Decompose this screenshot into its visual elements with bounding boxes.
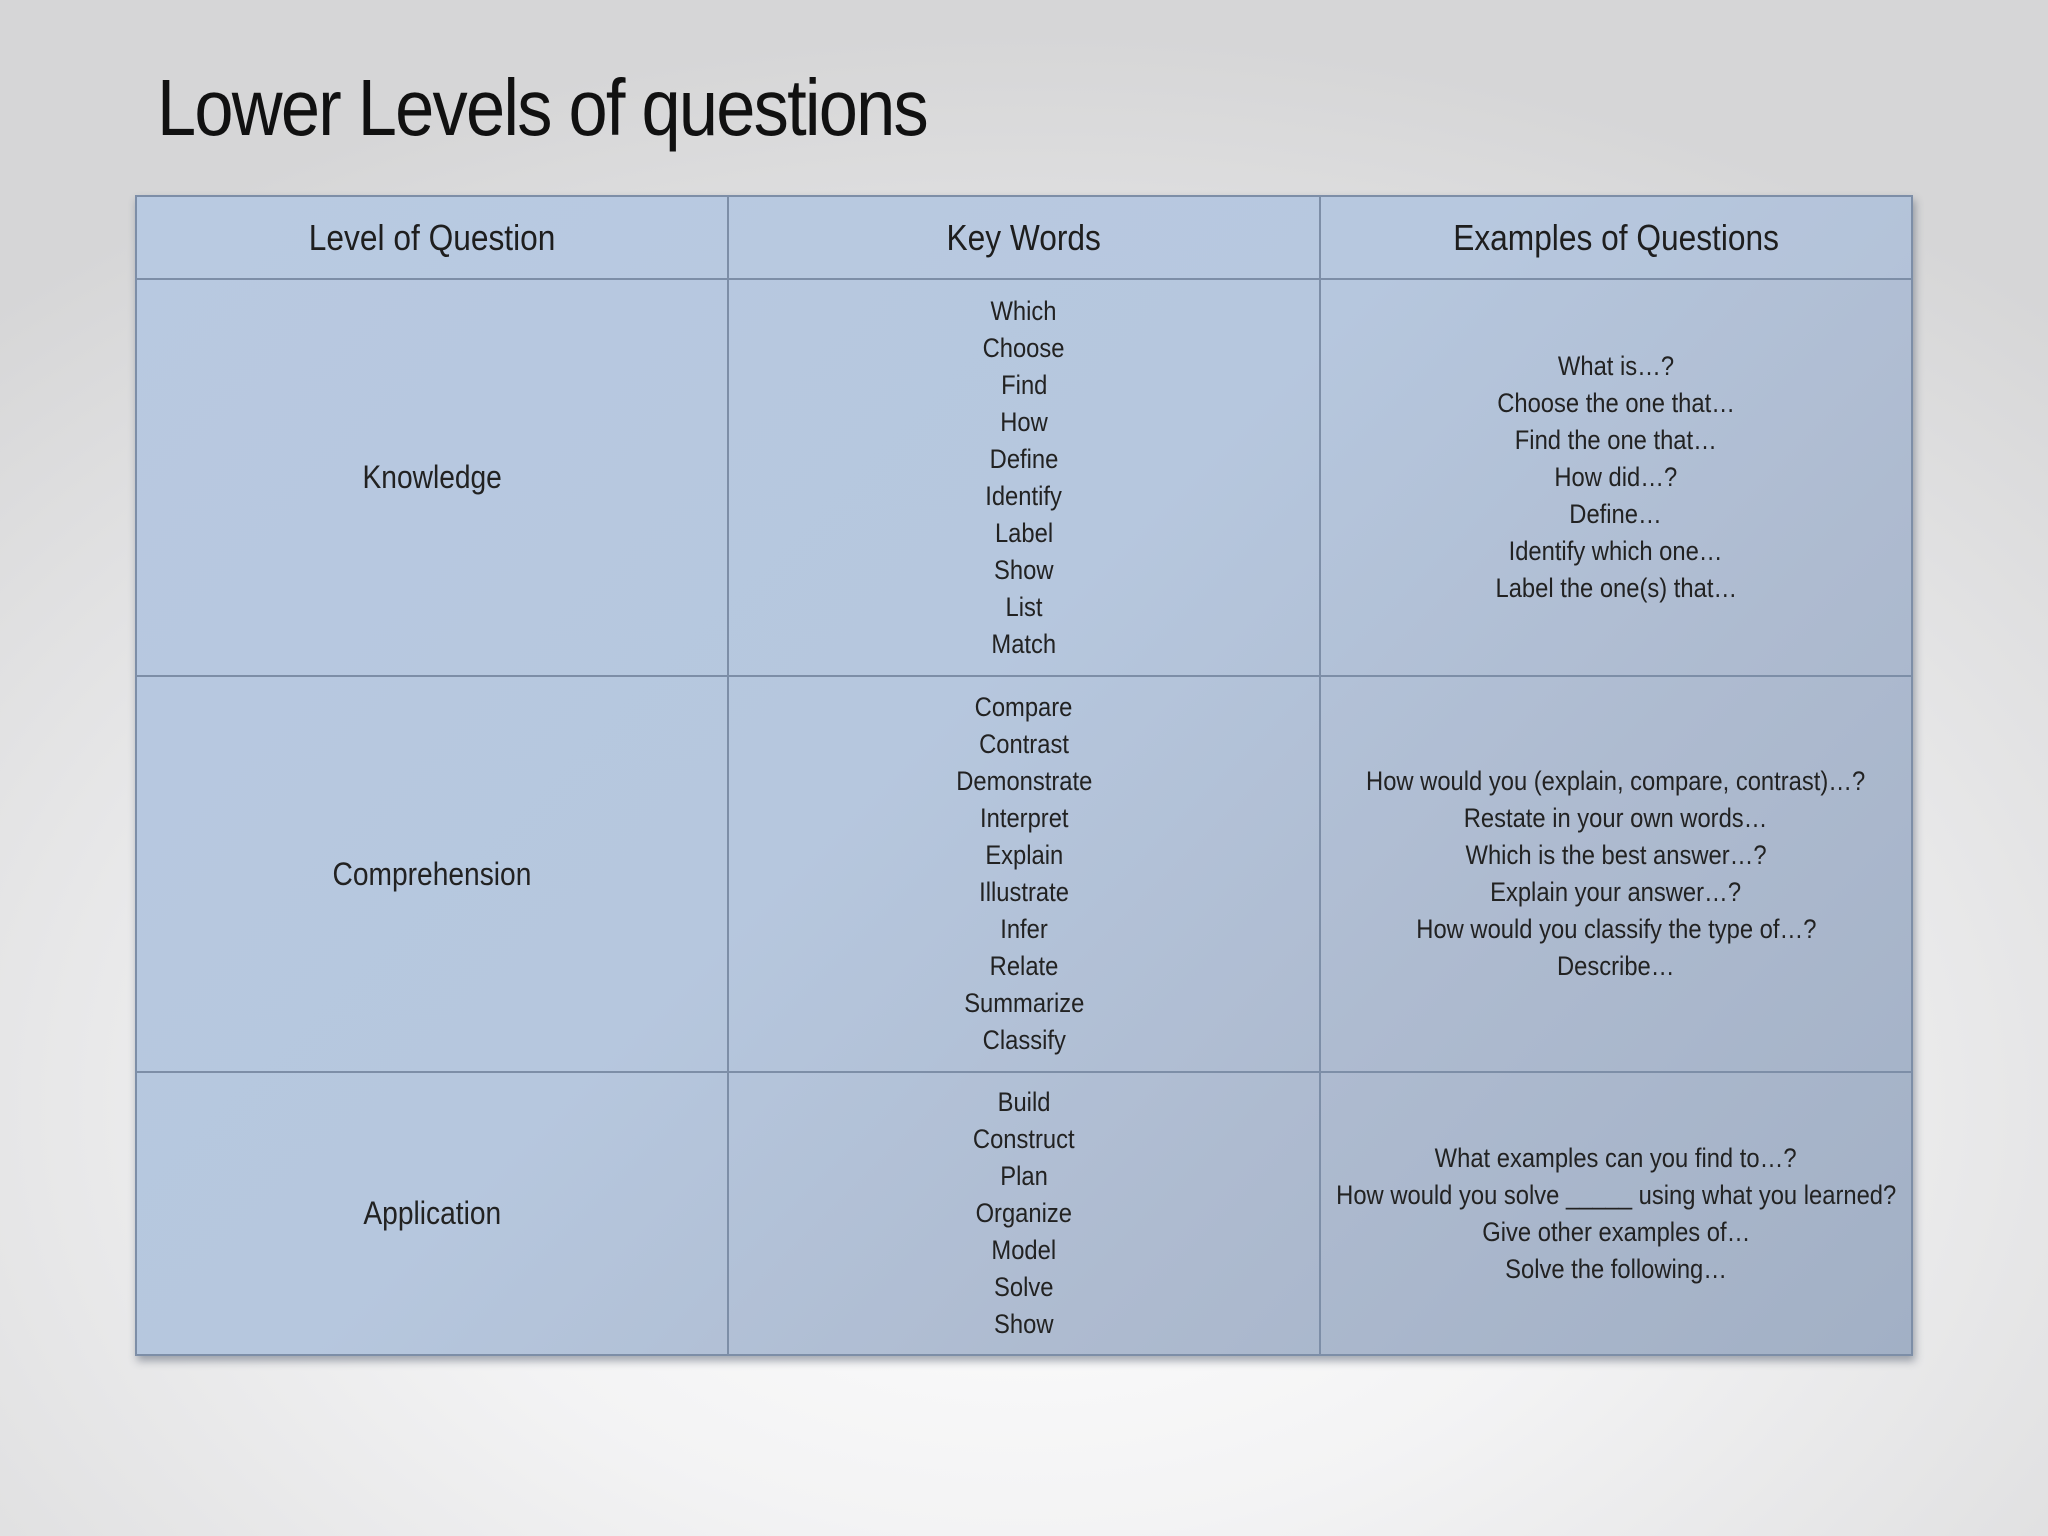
- example-question: Find the one that…: [1514, 425, 1717, 455]
- level-cell-knowledge: Knowledge: [136, 279, 728, 676]
- example-question: Identify which one…: [1508, 536, 1723, 566]
- key-word: Infer: [1000, 914, 1048, 944]
- examples-list: [1321, 1140, 1911, 1288]
- key-word: Identify: [985, 480, 1063, 511]
- question-levels-table: [135, 195, 1913, 1356]
- examples-cell-application: [1320, 1072, 1912, 1355]
- key-words-list: [729, 1084, 1319, 1343]
- key-word: Model: [991, 1235, 1057, 1265]
- key-word: Which: [990, 295, 1057, 326]
- key-words-cell-application: [728, 1072, 1320, 1355]
- level-cell-application: Application: [136, 1072, 728, 1355]
- example-question: Which is the best answer…?: [1465, 840, 1767, 870]
- example-question: Give other examples of…: [1481, 1216, 1750, 1247]
- key-word: Define: [989, 443, 1059, 474]
- key-word: Show: [994, 1309, 1054, 1339]
- table-row-application: [136, 1072, 1912, 1355]
- key-word: Contrast: [978, 729, 1069, 759]
- header-key-words: Key Words: [728, 196, 1320, 279]
- slide-title: Lower Levels of questions: [157, 63, 927, 152]
- key-word: Plan: [1000, 1161, 1048, 1191]
- key-words-list: [729, 293, 1319, 663]
- key-word: List: [1005, 591, 1043, 622]
- example-question: What is…?: [1557, 351, 1675, 381]
- example-question: Explain your answer…?: [1490, 877, 1742, 907]
- examples-list: [1321, 348, 1911, 607]
- key-word: Match: [991, 628, 1057, 659]
- key-word: Relate: [989, 951, 1059, 981]
- key-word: Compare: [975, 692, 1073, 722]
- key-word: Show: [994, 554, 1054, 585]
- example-question: Define…: [1569, 499, 1663, 529]
- example-question: Choose the one that…: [1497, 388, 1735, 418]
- key-word: Build: [997, 1087, 1051, 1117]
- example-question: What examples can you find to…?: [1435, 1142, 1797, 1173]
- key-words-cell-comprehension: [728, 676, 1320, 1072]
- example-question: How would you (explain, compare, contrast)…?: [1366, 766, 1866, 796]
- example-question: Describe…: [1557, 951, 1675, 981]
- key-words-list: [729, 689, 1319, 1059]
- example-question: How did…?: [1554, 462, 1678, 492]
- key-word: Summarize: [963, 988, 1084, 1018]
- example-question: Label the one(s) that…: [1495, 573, 1737, 603]
- key-word: Construct: [973, 1124, 1075, 1154]
- key-word: Organize: [975, 1198, 1073, 1228]
- examples-cell-knowledge: [1320, 279, 1912, 676]
- key-words-cell-knowledge: [728, 279, 1320, 676]
- key-word: Choose: [982, 332, 1065, 363]
- examples-list: [1321, 763, 1911, 985]
- example-question: How would you solve _____ using what you learned?: [1335, 1179, 1896, 1210]
- key-word: Interpret: [979, 803, 1069, 833]
- key-word: Illustrate: [978, 877, 1069, 907]
- key-word: Explain: [984, 840, 1063, 870]
- example-question: Restate in your own words…: [1464, 803, 1768, 833]
- key-word: Classify: [982, 1025, 1066, 1055]
- table-row-comprehension: [136, 676, 1912, 1072]
- header-examples-of-questions: Examples of Questions: [1320, 196, 1912, 279]
- key-word: Find: [1000, 369, 1048, 400]
- key-word: Demonstrate: [955, 766, 1092, 796]
- key-word: Solve: [994, 1272, 1054, 1302]
- example-question: Solve the following…: [1504, 1253, 1727, 1284]
- level-cell-comprehension: Comprehension: [136, 676, 728, 1072]
- key-word: Label: [994, 517, 1053, 548]
- table-row-knowledge: [136, 279, 1912, 676]
- header-level-of-question: Level of Question: [136, 196, 728, 279]
- example-question: How would you classify the type of…?: [1415, 914, 1817, 944]
- examples-cell-comprehension: [1320, 676, 1912, 1072]
- question-levels-table-container: [135, 195, 1913, 1356]
- table-header-row: [136, 196, 1912, 279]
- key-word: How: [1000, 406, 1048, 437]
